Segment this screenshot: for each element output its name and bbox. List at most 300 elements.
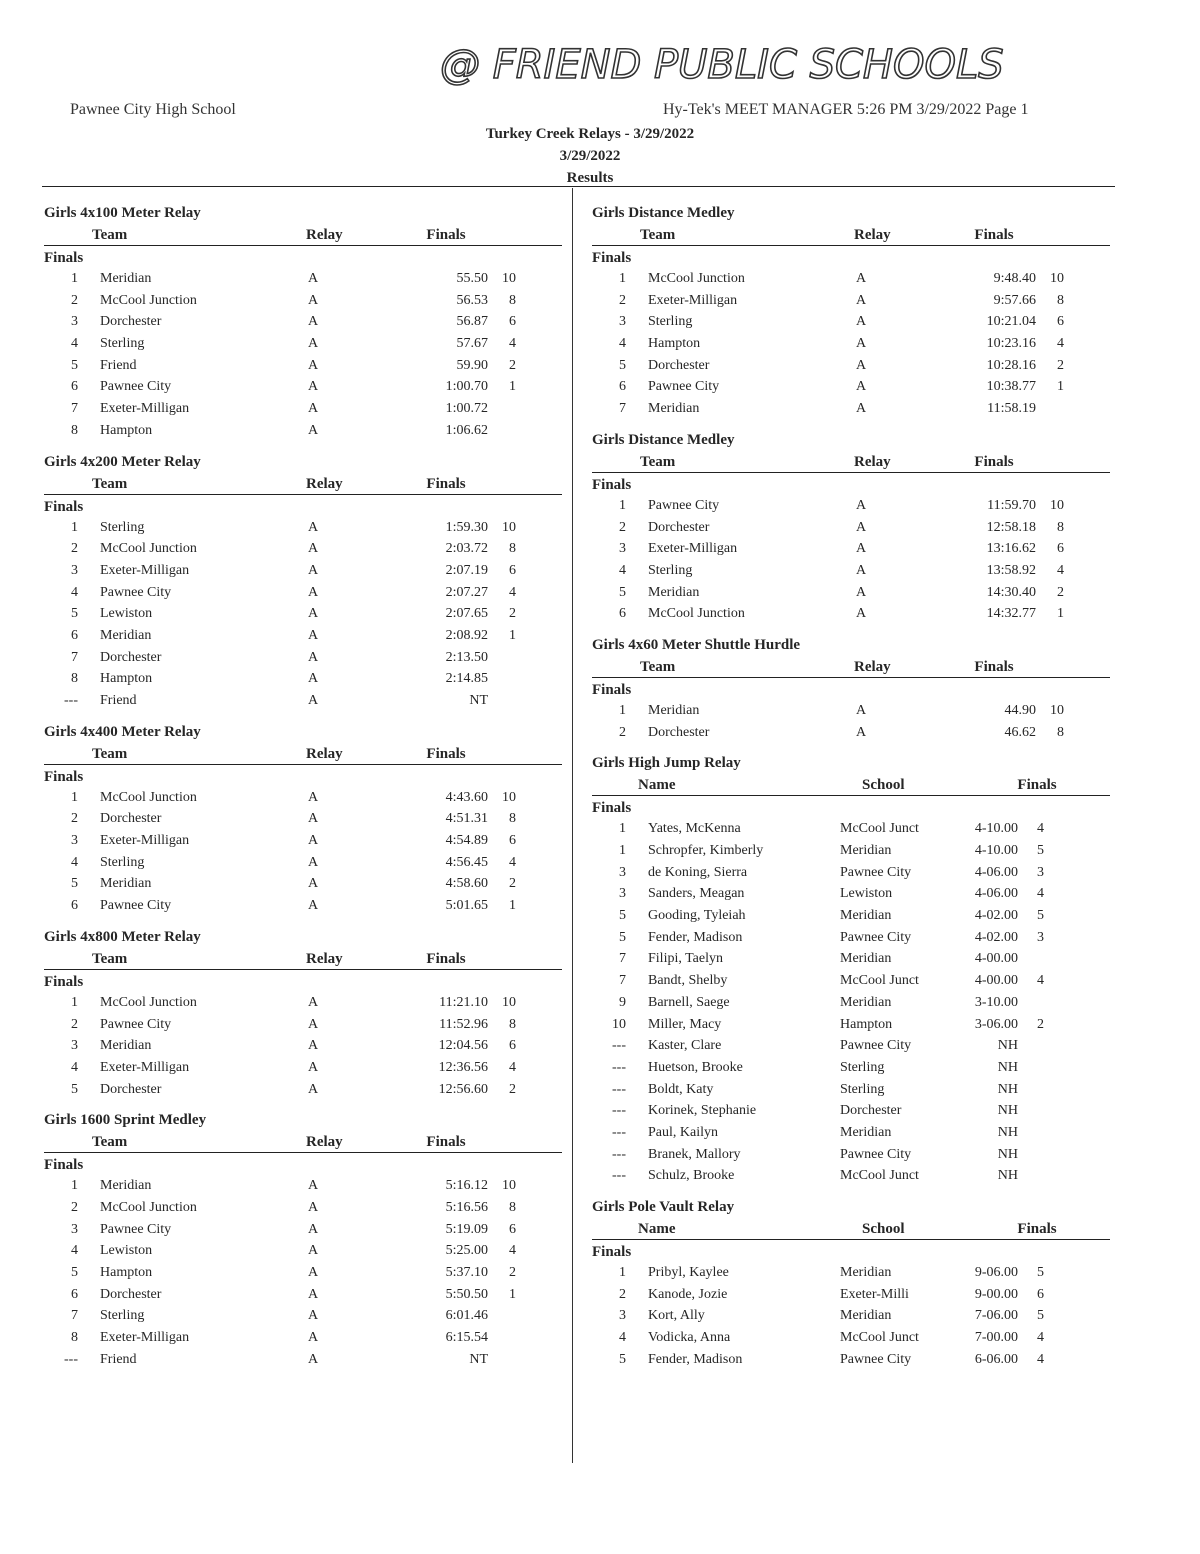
- time: 10:38.77: [986, 379, 1036, 395]
- relay: A: [856, 584, 867, 600]
- team-name: Hampton: [648, 336, 701, 352]
- time: 1:00.70: [445, 379, 488, 395]
- place: 1: [619, 843, 626, 858]
- relay: A: [856, 541, 867, 557]
- place: 8: [71, 422, 78, 438]
- mark: 7-00.00: [974, 1330, 1018, 1346]
- finals-label: Finals: [44, 973, 84, 990]
- event-title: Girls High Jump Relay: [592, 755, 741, 772]
- time: 2:03.72: [445, 541, 488, 557]
- place: 4: [619, 336, 626, 352]
- team-name: Exeter-Milligan: [100, 833, 190, 849]
- relay: A: [308, 584, 319, 600]
- athlete-name: Barnell, Saege: [648, 994, 730, 1010]
- points: 1: [1057, 379, 1064, 395]
- time: 2:13.50: [445, 649, 488, 665]
- left-column: [44, 201, 562, 1378]
- place: 4: [619, 562, 626, 578]
- result-row: [592, 948, 1110, 970]
- result-row: [592, 582, 1110, 604]
- column-divider: [572, 188, 573, 1463]
- result-row: [592, 818, 1110, 840]
- result-row: [44, 690, 562, 712]
- points: 2: [509, 876, 516, 892]
- mark: 4-00.00: [974, 973, 1018, 989]
- mark: NH: [997, 1038, 1018, 1054]
- team-name: Hampton: [100, 671, 153, 687]
- event-section: [592, 1195, 1110, 1370]
- place: 1: [619, 497, 626, 513]
- result-row: [592, 722, 1110, 744]
- header-relay: Relay: [306, 227, 343, 243]
- place: ---: [64, 693, 78, 708]
- athlete-name: Kort, Ally: [648, 1308, 705, 1324]
- place: 2: [71, 541, 78, 557]
- result-row: [592, 883, 1110, 905]
- header-rule: [42, 186, 1115, 187]
- relay: A: [308, 1016, 319, 1032]
- time: 6:01.46: [445, 1308, 488, 1324]
- time: 2:07.65: [445, 606, 488, 622]
- points: [1018, 1122, 1044, 1144]
- header-team: Team: [92, 227, 128, 243]
- result-row: [592, 927, 1110, 949]
- column-header: [44, 1132, 562, 1153]
- points: 1: [509, 379, 516, 395]
- points: 4: [509, 854, 516, 870]
- school: Meridian: [840, 951, 892, 967]
- points: [1018, 1100, 1044, 1122]
- points: 6: [509, 1221, 516, 1237]
- points: 5: [1037, 1265, 1044, 1280]
- time: 44.90: [1004, 702, 1036, 718]
- result-row: [592, 905, 1110, 927]
- event-title: Girls 4x800 Meter Relay: [44, 928, 201, 945]
- place: ---: [612, 1146, 626, 1162]
- relay: A: [308, 876, 319, 892]
- place: 4: [71, 854, 78, 870]
- relay: A: [856, 702, 867, 718]
- event-section: [592, 751, 1110, 1187]
- column-header: [592, 775, 1110, 796]
- time: 11:58.19: [987, 401, 1036, 417]
- relay: A: [308, 1178, 319, 1194]
- place: ---: [612, 1038, 626, 1054]
- place: 4: [619, 1330, 626, 1346]
- header-finals: Finals: [1017, 1221, 1057, 1237]
- relay: A: [308, 789, 319, 805]
- athlete-name: Huetson, Brooke: [648, 1059, 743, 1075]
- points: [488, 398, 516, 420]
- team-name: Dorchester: [100, 314, 162, 330]
- school: Exeter-Milli: [840, 1286, 909, 1302]
- mark: 7-06.00: [974, 1308, 1018, 1324]
- result-row: [44, 808, 562, 830]
- points: 2: [509, 357, 516, 373]
- event-section: [44, 450, 562, 712]
- mark: 4-10.00: [974, 843, 1018, 858]
- relay: A: [308, 1221, 319, 1237]
- school: Pawnee City: [840, 1146, 912, 1162]
- result-row: [592, 333, 1110, 355]
- team-name: McCool Junction: [100, 1199, 197, 1215]
- result-row: [44, 1349, 562, 1371]
- team-name: Meridian: [100, 1038, 152, 1054]
- mark: 9-06.00: [974, 1265, 1018, 1280]
- result-row: [592, 268, 1110, 290]
- team-name: Sterling: [100, 336, 145, 352]
- relay: A: [308, 1351, 319, 1367]
- school: Pawnee City: [840, 864, 912, 880]
- relay: A: [308, 379, 319, 395]
- event-section: [44, 1108, 562, 1370]
- place: 2: [71, 811, 78, 827]
- relay: A: [308, 1038, 319, 1054]
- result-row: [44, 647, 562, 669]
- points: 8: [509, 811, 516, 827]
- relay: A: [856, 292, 867, 308]
- relay: A: [856, 497, 867, 513]
- result-row: [44, 311, 562, 333]
- header-finals: Finals: [426, 1134, 466, 1151]
- mark: 4-02.00: [974, 908, 1018, 924]
- team-name: Meridian: [100, 876, 152, 892]
- column-header: [592, 657, 1110, 678]
- finals-label: Finals: [44, 768, 84, 785]
- school: Meridian: [840, 994, 892, 1010]
- time: 5:25.00: [445, 1243, 488, 1259]
- athlete-name: Miller, Macy: [648, 1016, 722, 1032]
- result-row: [592, 700, 1110, 722]
- relay: A: [308, 627, 319, 643]
- points: [488, 690, 516, 712]
- relay: A: [308, 1243, 319, 1259]
- relay: A: [856, 401, 867, 417]
- time: 4:54.89: [445, 833, 488, 849]
- athlete-name: de Koning, Sierra: [648, 864, 748, 880]
- team-name: McCool Junction: [648, 606, 745, 622]
- relay: A: [308, 1265, 319, 1280]
- points: 10: [1050, 497, 1064, 513]
- place: 1: [71, 519, 78, 535]
- time: 57.67: [456, 336, 488, 352]
- points: 6: [1057, 314, 1064, 330]
- finals-label: Finals: [592, 250, 632, 266]
- relay: A: [856, 314, 867, 330]
- header-school: School: [862, 777, 905, 794]
- school: Sterling: [840, 1059, 885, 1075]
- relay: A: [308, 606, 319, 622]
- result-row: [44, 668, 562, 690]
- header-finals: Finals: [974, 227, 1014, 243]
- points: 6: [1037, 1286, 1044, 1302]
- school: Dorchester: [840, 1103, 902, 1119]
- place: 7: [619, 951, 626, 967]
- mark: 4-00.00: [974, 951, 1018, 967]
- result-row: [44, 560, 562, 582]
- points: 10: [502, 994, 516, 1010]
- team-name: Dorchester: [100, 649, 162, 665]
- result-row: [44, 1240, 562, 1262]
- relay: A: [856, 379, 867, 395]
- result-row: [592, 376, 1110, 398]
- points: [1018, 1035, 1044, 1057]
- athlete-name: Pribyl, Kaylee: [648, 1265, 729, 1280]
- place: 5: [71, 357, 78, 373]
- team-name: Meridian: [648, 401, 700, 417]
- result-row: [592, 1284, 1110, 1306]
- points: 4: [1037, 973, 1044, 989]
- school: McCool Junct: [840, 973, 919, 989]
- place: ---: [612, 1168, 626, 1184]
- team-name: Exeter-Milligan: [648, 292, 738, 308]
- athlete-name: Kaster, Clare: [648, 1038, 722, 1054]
- place: ---: [612, 1103, 626, 1119]
- column-header: [592, 225, 1110, 246]
- result-row: [592, 495, 1110, 517]
- time: 11:59.70: [987, 497, 1036, 513]
- relay: A: [308, 271, 319, 286]
- mark: 3-06.00: [974, 1016, 1018, 1032]
- points: 6: [509, 314, 516, 330]
- school: Hampton: [840, 1016, 893, 1032]
- time: 2:07.19: [445, 562, 488, 578]
- column-header: [592, 1219, 1110, 1240]
- time: 46.62: [1004, 724, 1036, 740]
- points: 2: [1057, 584, 1064, 600]
- relay: A: [308, 811, 319, 827]
- team-name: Lewiston: [100, 1243, 153, 1259]
- place: 8: [71, 1330, 78, 1346]
- place: 1: [619, 1265, 626, 1280]
- school: McCool Junct: [840, 1330, 919, 1346]
- result-row: [44, 582, 562, 604]
- points: 10: [502, 1178, 516, 1194]
- finals-label: Finals: [592, 476, 632, 493]
- team-name: Pawnee City: [100, 584, 172, 600]
- meet-title: Turkey Creek Relays - 3/29/2022: [485, 126, 695, 142]
- time: 10:28.16: [986, 357, 1036, 373]
- relay: A: [856, 336, 867, 352]
- relay: A: [308, 1286, 319, 1302]
- mark: NH: [997, 1103, 1018, 1119]
- finals-label: Finals: [592, 681, 632, 698]
- team-name: Hampton: [100, 422, 153, 438]
- place: 3: [71, 562, 78, 578]
- finals-label: Finals: [592, 800, 632, 817]
- result-row: [44, 603, 562, 625]
- result-row: [44, 268, 562, 290]
- points: 2: [509, 606, 516, 622]
- result-row: [44, 333, 562, 355]
- team-name: Sterling: [100, 1308, 145, 1324]
- place: 8: [71, 671, 78, 687]
- right-column: [592, 201, 1110, 1378]
- points: [1018, 1165, 1044, 1187]
- place: 1: [71, 994, 78, 1010]
- relay: A: [308, 649, 319, 665]
- place: 2: [71, 1016, 78, 1032]
- school: Meridian: [840, 843, 892, 858]
- mark: 4-02.00: [974, 929, 1018, 945]
- header-team: Team: [640, 227, 676, 243]
- result-row: [44, 1327, 562, 1349]
- time: 56.87: [456, 314, 488, 330]
- place: 9: [619, 994, 626, 1010]
- place: 2: [619, 724, 626, 740]
- points: 10: [502, 271, 516, 286]
- header-relay: Relay: [306, 1134, 343, 1151]
- team-name: Meridian: [648, 584, 700, 600]
- points: 4: [1037, 886, 1044, 902]
- header-finals: Finals: [974, 453, 1014, 470]
- place: 7: [619, 401, 626, 417]
- team-name: Dorchester: [100, 1286, 162, 1302]
- result-row: [44, 895, 562, 917]
- relay: A: [308, 422, 319, 438]
- time: 2:07.27: [445, 584, 488, 600]
- header-team: Team: [92, 475, 128, 492]
- points: [1018, 1079, 1044, 1101]
- time: 5:16.12: [445, 1178, 488, 1194]
- relay: A: [308, 401, 319, 417]
- place: 4: [71, 336, 78, 352]
- results-heading: Results: [566, 170, 614, 186]
- points: 4: [1057, 562, 1064, 578]
- result-row: [592, 1035, 1110, 1057]
- athlete-name: Korinek, Stephanie: [648, 1103, 757, 1119]
- athlete-name: Branek, Mallory: [648, 1146, 741, 1162]
- time: 12:58.18: [986, 519, 1036, 535]
- result-row: [44, 1175, 562, 1197]
- column-header: [44, 744, 562, 765]
- result-row: [44, 355, 562, 377]
- result-row: [44, 1219, 562, 1241]
- event-section: [592, 633, 1110, 743]
- result-row: [592, 560, 1110, 582]
- school: Pawnee City: [840, 1038, 912, 1054]
- athlete-name: Vodicka, Anna: [648, 1330, 731, 1346]
- time: 4:51.31: [445, 811, 488, 827]
- team-name: Exeter-Milligan: [100, 1059, 190, 1075]
- relay: A: [308, 1330, 319, 1346]
- result-row: [592, 1122, 1110, 1144]
- points: 1: [509, 627, 516, 643]
- header-relay: Relay: [306, 475, 343, 492]
- points: 8: [509, 292, 516, 308]
- result-row: [44, 1197, 562, 1219]
- points: 4: [509, 336, 516, 352]
- team-name: Dorchester: [648, 519, 710, 535]
- points: 4: [1057, 336, 1064, 352]
- athlete-name: Fender, Madison: [648, 1351, 743, 1367]
- athlete-name: Filipi, Taelyn: [648, 951, 723, 967]
- header-school: School: [862, 1221, 905, 1237]
- event-title: Girls 4x60 Meter Shuttle Hurdle: [592, 636, 801, 653]
- points: 6: [509, 562, 516, 578]
- relay: A: [308, 292, 319, 308]
- mark: 4-06.00: [974, 864, 1018, 880]
- result-row: [44, 290, 562, 312]
- column-header: [44, 474, 562, 495]
- points: 2: [509, 1265, 516, 1280]
- place: 6: [619, 379, 626, 395]
- result-row: [592, 355, 1110, 377]
- team-name: Dorchester: [648, 724, 710, 740]
- points: 5: [1037, 843, 1044, 858]
- place: 3: [619, 314, 626, 330]
- result-row: [44, 376, 562, 398]
- place: 3: [619, 541, 626, 557]
- relay: A: [308, 1308, 319, 1324]
- team-name: McCool Junction: [100, 541, 197, 557]
- place: 2: [619, 519, 626, 535]
- result-row: [592, 1327, 1110, 1349]
- points: 8: [509, 541, 516, 557]
- header-team: Team: [92, 745, 128, 762]
- team-name: Meridian: [648, 702, 700, 718]
- school: Pawnee City: [840, 1351, 912, 1367]
- school: Sterling: [840, 1081, 885, 1097]
- time: 9:57.66: [993, 292, 1036, 308]
- time: NT: [469, 1351, 488, 1367]
- time: 56.53: [456, 292, 488, 308]
- place: 4: [71, 1243, 78, 1259]
- time: 5:16.56: [445, 1199, 488, 1215]
- place: 2: [619, 292, 626, 308]
- place: 6: [71, 379, 78, 395]
- relay: A: [308, 1059, 319, 1075]
- points: [488, 1327, 516, 1349]
- handwritten-text: @ FRIEND PUBLIC SCHOOLS: [440, 42, 1004, 88]
- header-finals: Finals: [426, 475, 466, 492]
- relay: A: [856, 606, 867, 622]
- place: 4: [71, 1059, 78, 1075]
- points: [488, 1349, 516, 1371]
- header-relay: Relay: [854, 658, 891, 675]
- place: 5: [619, 357, 626, 373]
- place: 1: [619, 821, 626, 837]
- finals-label: Finals: [44, 498, 84, 515]
- header-finals: Finals: [1017, 777, 1057, 794]
- relay: A: [856, 357, 867, 373]
- points: 10: [1050, 702, 1064, 718]
- result-row: [44, 873, 562, 895]
- place: 3: [619, 1308, 626, 1324]
- team-name: Sterling: [100, 519, 145, 535]
- place: 5: [71, 876, 78, 892]
- place: 7: [71, 1308, 78, 1324]
- place: 2: [71, 1199, 78, 1215]
- column-header: [44, 225, 562, 246]
- points: 8: [1057, 292, 1064, 308]
- result-row: [44, 398, 562, 420]
- school: Pawnee City: [840, 929, 912, 945]
- points: 2: [509, 1081, 516, 1097]
- place: 4: [71, 584, 78, 600]
- place: 5: [619, 1351, 626, 1367]
- place: ---: [612, 1124, 626, 1140]
- result-row: [44, 1035, 562, 1057]
- points: 1: [509, 898, 516, 914]
- relay: A: [308, 519, 319, 535]
- header-relay: Relay: [854, 227, 891, 243]
- event-section: [592, 201, 1110, 420]
- place: 6: [71, 627, 78, 643]
- mark: NH: [997, 1146, 1018, 1162]
- result-row: [44, 1057, 562, 1079]
- header-team: Team: [640, 658, 676, 675]
